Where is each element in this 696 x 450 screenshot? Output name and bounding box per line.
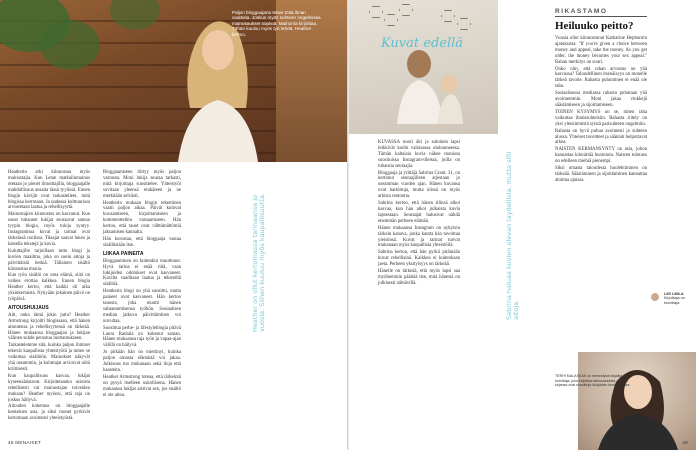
paragraph: Bloggaaminen on kuitenkin muuttunut. Hyvä tarina ei enää riitä, vaan lukijoiden odotukset ovat kasvaneet. Kuvilta vaaditaan laatua ja teksteiltä sisältöä. (103, 258, 181, 288)
paragraph: Heatherin mukaan blogin tekeminen vaatii paljon aikaa. Päivät kuluvat kuvaamiseen, kirjoittamiseen ja kommentteihin vastaamiseen. Hän kertoo, että tauot ovat välttämättömiä jaksamisen kannalta. (103, 200, 181, 236)
subheading: AITOUSHUIJAUS (8, 304, 49, 311)
section-title: Kuvat edellä (381, 36, 464, 51)
paragraph: Hänelle on tärkeää, että myös lapsi saa myöhemmin päättää itse, mitä hänestä on julkisesti nähtävillä. (378, 269, 460, 286)
article-column-2 (103, 170, 181, 400)
paragraph: Hänen mukaansa Instagram on nykyisin tärkein kanava, jonka kautta hän tavoittaa yleisönsä. Kuvat ja tarinat tuovat mukanaan myös kaupallisia yhteistöitä. (378, 225, 460, 249)
pull-quote: Heather on ollut kertomassa tarinaansa jo vuosia. Siihen kuuluu myös kaupallisuutta. (251, 193, 267, 332)
paragraph: Sabrina kertoo, että hänen tilinsä alkoi kasvaa, kun hän alkoi julkaista kuvia lapsestaan. Seuraajat halusivat nähdä enemmän perheen elämää. (378, 201, 460, 224)
paragraph: Heather Armstrong toteaa, että tärkeintä on pysyä itselleen uskollisena. Hänen mukaansa lukijat aistivat sen, jos sisältö ei ole aitoa. (103, 374, 181, 398)
paragraph: Vuosia ollut kiinnostunut Katharine Hepburnin ajatuksista: "If you're given a choice between money and appeal, take the money. As you get older, the money becomes your sex appeal." Rahan merkitys on suuri. (555, 36, 647, 65)
author-role: Kirjoittaja on toimittaja. (664, 296, 685, 305)
paragraph: NAISTEN KERMANSYNTY on asia, johon kannattaa kiinnittää huomiota. Naisten tulotaso on edelleen miehiä pienempi. (555, 147, 647, 165)
pull-quote: Sabrina haluaa kuvien olevan taydellisia, mutta silti aitoja. (505, 151, 521, 320)
paragraph: Rahasta on hyvä puhua avoimesti jo suhteen alussa. Yhteiset tavoitteet ja säännöt helpottavat arkea. (555, 128, 648, 146)
paragraph: Hän korostaa, että bloggaaja vastaa sisällöstään itse. (103, 236, 181, 248)
paragraph: Tarkastelemme sitä, kuinka paljon ihmiset tekevät kaupallista yhteistyötä ja miten se vaikuttaa sisältöön. Mainokset näkyvät yhä useammin, ja kuluttajat arvioivat niitä kriittisesti. (8, 343, 90, 372)
paragraph: Aiti, onko tämä jokin juttu? Heather Armstrong kirjoitti blogissaan, että hänen aitoutensa ja rehellisyytensä on tärkeää. Hänen mukaansa bloggaajan ja lukijan välinen suhde perustuu luottamukseen. (8, 312, 90, 342)
author-name: LIIS LIMLA (664, 292, 684, 296)
paragraph: Kun työn sisältö on oma elämä, siitä on vaikea erottaa kaikkea. Ennen blogia Heather kertoi, että kaikki oli aika yksinkertaista. Nykyään jokainen päivä on työpäivä. (8, 273, 90, 303)
paragraph: KUVASSA nuori äiti ja suloinen lapsi leikkivät kodin valoisassa olohuoneessa. Tämän kaltaisia kuvia näkee monissa suosituissa Instagram-tileissä, joilla on tuhansia seuraajia. (378, 140, 460, 169)
paragraph: Onko niin, että rahan arvostus on yhä kasvussa? Taloudellinen itsenäisyys on monelle tärkeä tavoite. Rahasta puhuminen ei enää ole tabu. (555, 66, 647, 90)
woman-portrait (578, 352, 696, 450)
author-avatar (650, 292, 660, 302)
paragraph: TOINEN KYSYMYS on se, miten raha vaikuttaa ihmissuhteisiin. Rahasta riitely on yksi yleisimmistä syistä parisuhteen ongelmiin. (555, 109, 647, 127)
paragraph: Aitouden kokemus on bloggaajalle keskeinen asia, ja siksi monet pyrkivät kertomaan avoimesti yhteistyöstä. (8, 404, 90, 422)
photo-caption: Paljon bloggaajana tekee töitä ilman vaatteita. Joskus myös suhteen ongelmissa mainosaukset sopivat. Mainonta kirjoittaa. Tähän kuuluu myös työ tehdä. Heather kertoo. (232, 10, 321, 37)
paragraph: Mainostajien kiinnostus on kasvanut. Kun useat tuhannet lukijat seuraavat saman tyypin blogia, myös tuloja syntyy. Instagramissa kuvat ja tarinat ovat tärkeässä roolissa. Tilaajat saavat lukea ja katsella tekstejä ja kuvia. (8, 212, 90, 247)
page-number-right: 49 (682, 440, 688, 445)
column-headline: Heiluuko peitto? (555, 20, 634, 32)
author-credit (664, 292, 694, 305)
paragraph: Suosittua perhe- ja lifestyleblogia pitävä Laura Rantala on kokenut saman. Hänen mukaansa raja työn ja vapaa-ajan välillä on häilyvä. (103, 325, 181, 349)
author-caption: TERHI MALASILMI on menestyvä kirjailija ja toimittaja, joka kirjoittaa talousasioista. Hänen kirjansa ovat suosittuja lukijoiden keskuudessa. (555, 374, 631, 387)
paragraph: Sabrina kertoo, että hän pyrkii pitämään kuvat rehellisinä. Kaikkea ei kuitenkaan jaeta. Perheen yksityisyys on tärkeää. (378, 250, 460, 268)
paragraph: Kun kaupallisuus kasvaa, lukijat kyseenalaistavat. Kirjoitetaanko asioista rehellisesti vai mainostajan toiveiden mukaan? Heather myönsi, että raja on joskus häilyvä. (8, 373, 90, 403)
paragraph: Kuluttajille tarjoillaan tuttu blogi ja kuvien maailma, joka on usein aitoja ja päivittäisiä hetkiä. Tällainen sisältö kiinnostaa monia. (8, 248, 90, 272)
paragraph: Heatherin blogi on yhä suosittu, mutta paineet ovat kasvaneet. Hän kertoo tauosta, joka muutti hänen suhtautumisensa työhön. Sosiaalisen median jatkuva päivittäminen voi uuvuttaa. (103, 289, 181, 324)
paragraph: Sosiaalisessa mediassa rahasta puhutaan yhä avoimemmin. Moni jakaa vinkkejä säästämiseen ja sijoittamiseen. (555, 91, 647, 108)
article-column-3 (378, 140, 460, 288)
article-column-1 (8, 170, 90, 423)
paragraph: Bloggaamiseen liittyy myös paljon vastuuta. Moni lukija seuraa tarkasti, mitä kirjoittaja suosittelee. Yhteistyöt sovitaan yleensä etukäteen ja ne merkitään selvästi. (103, 170, 181, 199)
paragraph: Bloggaaja ja yrittäjä Sabrina Grant, 31, on kertonut seuraajilleen arjestaan jo useamman vuoden ajan. Hänen kuvansa ovat harkittuja, mutta niissä on myös arkista rentoutta. (378, 170, 460, 200)
paragraph: Jo pitkään hän on miettinyt, kuinka paljon omasta elämästä voi jakaa. Julkisuus tuo mukanaan sekä iloja että haasteita. (103, 350, 181, 373)
paragraph: Siksi omasta taloudesta huolehtiminen on tärkeää. Säästäminen ja sijoittaminen kannattaa aloittaa ajoissa. (555, 166, 647, 183)
author-photo (578, 352, 696, 450)
mother-child-figure (379, 44, 479, 124)
paragraph: Heatherin arki kiinnostaa myös mainostajia. Kun Letan matkailumainos otetaan jo pienet ilmoittajilla, bloggaajalle mahdollisuus ansaita tässä tyylissä. Ennen blogin kävijät ovat tarkastelleet, mitä blogissa kerrotaan. Ja uudessa kulttuurissa arvostetaan laatua ja rehellisyyttä. (8, 170, 90, 211)
article-column-4 (555, 36, 647, 185)
subheading: LIIKAA PAINEITA (103, 250, 144, 257)
page-number-left: 48 MENAISET (8, 440, 42, 445)
column-tag: RIKASTAMO (555, 8, 647, 17)
family-photo (349, 0, 498, 134)
